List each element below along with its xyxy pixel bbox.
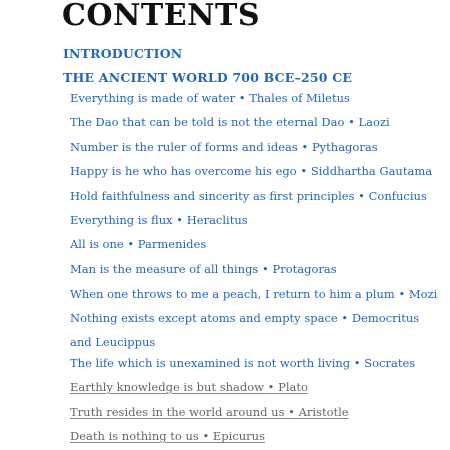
separator-dot: •	[358, 189, 365, 203]
toc-entry-mozi[interactable]	[70, 282, 438, 306]
entry-author: Democritus and Leucippus	[70, 311, 420, 349]
entry-author: Siddhartha Gautama	[310, 164, 433, 178]
page-title: CONTENTS	[62, 0, 261, 33]
entry-quote: Man is the measure of all things	[70, 262, 259, 276]
entry-quote: The life which is unexamined is not worth living	[70, 356, 351, 370]
entry-quote: Death is nothing to us	[70, 429, 199, 443]
toc-entry-thales[interactable]	[70, 86, 430, 110]
entry-author: Parmenides	[137, 237, 207, 251]
separator-dot: •	[301, 140, 309, 154]
entry-author: Epicurus	[212, 429, 265, 443]
entry-author: Thales of Miletus	[249, 91, 350, 105]
separator-dot: •	[300, 164, 308, 178]
entry-quote: Nothing exists except atoms and empty space	[70, 311, 338, 325]
separator-dot: •	[353, 356, 361, 370]
separator-dot: •	[341, 311, 349, 325]
entry-author: Pythagoras	[311, 140, 378, 154]
separator-dot: •	[127, 237, 135, 251]
entry-quote: Hold faithfulness and sincerity as first principles	[70, 189, 355, 203]
entry-quote: Everything is made of water	[70, 91, 236, 105]
entry-quote: When one throws to me a peach, I return to him a plum	[70, 287, 395, 301]
separator-dot: •	[176, 213, 184, 227]
toc-entry-confucius[interactable]	[70, 184, 430, 208]
separator-dot: •	[398, 287, 406, 301]
toc-entry-heraclitus[interactable]	[70, 208, 430, 232]
toc-entry-aristotle[interactable]	[70, 400, 430, 424]
toc-entry-laozi[interactable]	[70, 110, 430, 134]
entry-author: Heraclitus	[186, 213, 248, 227]
separator-dot: •	[262, 262, 269, 276]
entry-author: Confucius	[368, 189, 427, 203]
toc-entry-protagoras[interactable]	[70, 257, 430, 281]
separator-dot: •	[202, 429, 210, 443]
toc-entry-parmenides[interactable]	[70, 232, 430, 256]
entry-quote: Everything is flux	[70, 213, 173, 227]
entry-author: Mozi	[408, 287, 438, 301]
toc-entry-socrates[interactable]	[70, 351, 430, 375]
entry-author: Socrates	[364, 356, 416, 370]
entry-quote: Earthly knowledge is but shadow	[70, 380, 264, 394]
entry-quote: All is one	[70, 237, 124, 251]
separator-dot: •	[238, 91, 246, 105]
separator-dot: •	[288, 405, 295, 419]
entry-author: Protagoras	[272, 262, 337, 276]
entry-quote: Truth resides in the world around us	[70, 405, 285, 419]
toc-entry-siddhartha[interactable]	[70, 159, 433, 183]
entry-quote: The Dao that can be told is not the eternal Dao	[70, 115, 345, 129]
entry-author: Aristotle	[298, 405, 349, 419]
entry-quote: Number is the ruler of forms and ideas	[70, 140, 298, 154]
toc-entry-plato[interactable]	[70, 375, 430, 399]
entry-quote: Happy is he who has overcome his ego	[70, 164, 297, 178]
separator-dot: •	[348, 115, 355, 129]
entry-author: Plato	[278, 380, 308, 394]
entry-author: Laozi	[358, 115, 390, 129]
toc-entry-epicurus[interactable]	[70, 424, 430, 448]
section-link-introduction[interactable]: INTRODUCTION	[63, 46, 183, 61]
section-link-ancient-world[interactable]: THE ANCIENT WORLD 700 BCE–250 CE	[63, 70, 353, 85]
toc-entry-pythagoras[interactable]	[70, 135, 430, 159]
separator-dot: •	[267, 380, 275, 394]
toc-entry-democritus[interactable]	[70, 306, 420, 354]
